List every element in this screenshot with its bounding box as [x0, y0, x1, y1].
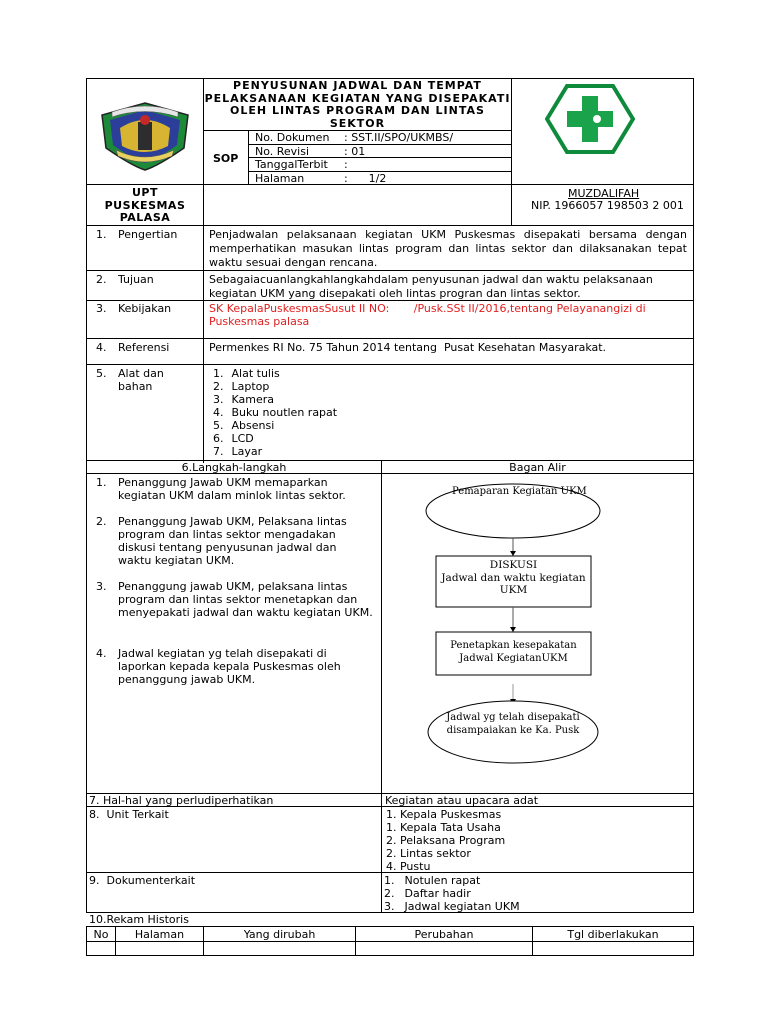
list-item: 6. LCD — [213, 432, 254, 445]
list-item: 4. Pustu — [386, 860, 431, 873]
issue-date-value: : — [344, 158, 348, 171]
history-col-halaman: Halaman — [134, 928, 185, 941]
flow-node-2-line1: DISKUSI — [489, 559, 538, 571]
step-num-4: 4. — [96, 647, 107, 660]
list-item: 1. Alat tulis — [213, 367, 280, 380]
revision-label: No. Revisi — [255, 145, 310, 158]
section-label-alat-2: bahan — [118, 380, 153, 393]
section-text-pengertian: Penjadwalan pelaksanaan kegiatan UKM Puskesmas disepakati bersama dengan memperhatikan masukan lintas program dan lintas sektor dan dilaksanakan tepat waktu sesuai dengan rencana. — [209, 228, 687, 269]
section-text-referensi: Permenkes RI No. 75 Tahun 2014 tentang Pusat Kesehatan Masyarakat. — [209, 341, 607, 354]
equipment-list — [213, 367, 337, 458]
organization-name: UPT PUSKESMAS PALASA — [104, 186, 186, 224]
related-docs-label: 9. Dokumenterkait — [89, 874, 196, 887]
doc-number-value: : SST.II/SPO/UKMBS/ — [344, 131, 454, 144]
flow-node-2-line3: UKM — [499, 584, 528, 596]
history-col-perubahan: Perubahan — [414, 928, 474, 941]
unit-label: 8. Unit Terkait — [89, 808, 169, 821]
section-num-5: 5. — [96, 367, 107, 380]
doc-number-label: No. Dokumen — [255, 131, 330, 144]
flow-node-2-line2: Jadwal dan waktu kegiatan — [441, 572, 586, 584]
list-item: 3. Jadwal kegiatan UKM — [384, 900, 520, 913]
history-col-tgl: Tgl diberlakukan — [567, 928, 659, 941]
page-label: Halaman — [255, 172, 305, 185]
regional-emblem-logo — [98, 100, 193, 172]
history-title: 10.Rekam Historis — [89, 913, 189, 926]
section-text-tujuan-1: Sebagaiacuanlangkahlangkahdalam penyusunan jadwal dan waktu pelaksanaan — [209, 273, 653, 286]
section-text-kebijakan-1: SK KepalaPuskesmasSusut II NO: /Pusk.SSt II/2016,tentang Pelayanangizi di — [209, 302, 646, 315]
section-num-3: 3. — [96, 302, 107, 315]
list-item: 2. Lintas sektor — [386, 847, 471, 860]
list-item: 1. Kepala Puskesmas — [386, 808, 502, 821]
step-num-2: 2. — [96, 515, 107, 528]
list-item: 5. Absensi — [213, 419, 275, 432]
flow-node-3-line2: Jadwal KegiatanUKM — [459, 653, 568, 664]
notes-label: 7. Hal-hal yang perludiperhatikan — [89, 794, 274, 807]
step-text-1: Penanggung Jawab UKM memaparkan kegiatan UKM dalam minlok lintas sektor. — [118, 476, 346, 502]
step-text-3: Penanggung jawab UKM, pelaksana lintas program dan lintas sektor menetapkan dan menyepakati jadwal dan waktu kegiatan UKM. — [118, 580, 373, 619]
history-col-no: No — [93, 928, 109, 941]
signer-nip: NIP. 1966057 198503 2 001 — [531, 199, 684, 212]
step-text-4: Jadwal kegiatan yg telah disepakati di laporkan kepada kepala Puskesmas oleh penanggung jawab UKM. — [118, 647, 341, 686]
flow-header: Bagan Alir — [509, 461, 566, 474]
list-item: 3. Kamera — [213, 393, 275, 406]
issue-date-label: TanggalTerbit — [255, 158, 328, 171]
sop-label: SOP — [213, 152, 239, 165]
list-item: 1. Notulen rapat — [384, 874, 481, 887]
history-col-yang-dirubah: Yang dirubah — [243, 928, 316, 941]
steps-header: 6.Langkah-langkah — [181, 461, 287, 474]
related-docs-list — [384, 874, 520, 913]
list-item: 1. Kepala Tata Usaha — [386, 821, 501, 834]
section-label-pengertian: Pengertian — [118, 228, 178, 241]
step-num-3: 3. — [96, 580, 107, 593]
revision-value: : 01 — [344, 145, 366, 158]
section-text-tujuan-2: kegiatan UKM yang disepakati oleh lintas progran dan lintas sektor. — [209, 287, 581, 300]
flow-node-4-line1: Jadwal yg telah disepakati — [446, 712, 580, 723]
document-title: PENYUSUNAN JADWAL DAN TEMPAT PELAKSANAAN KEGIATAN YANG DISEPAKATI OLEH LINTAS PROGRAM DAN LINTAS SEKTOR — [204, 79, 511, 130]
list-item: 2. Daftar hadir — [384, 887, 471, 900]
flow-node-3-line1: Penetapkan kesepakatan — [450, 640, 577, 651]
section-num-2: 2. — [96, 273, 107, 286]
page-value: : 1/2 — [344, 172, 387, 185]
list-item: 7. Layar — [213, 445, 263, 458]
step-num-1: 1. — [96, 476, 107, 489]
signer-name: MUZDALIFAH — [568, 187, 640, 200]
flowchart — [382, 474, 693, 792]
section-label-tujuan: Tujuan — [118, 273, 154, 286]
notes-value: Kegiatan atau upacara adat — [385, 794, 539, 807]
section-label-kebijakan: Kebijakan — [118, 302, 172, 315]
section-label-referensi: Referensi — [118, 341, 170, 354]
list-item: 4. Buku noutlen rapat — [213, 406, 338, 419]
flow-node-4-line2: disampaiakan ke Ka. Pusk — [446, 725, 580, 736]
section-text-kebijakan-2: Puskesmas palasa — [209, 315, 310, 328]
health-cross-logo — [545, 84, 635, 154]
section-label-alat-1: Alat dan — [118, 367, 164, 380]
flow-node-1-text: Pemaparan Kegiatan UKM — [452, 486, 587, 497]
step-text-2: Penanggung Jawab UKM, Pelaksana lintas program dan lintas sektor mengadakan diskusi tentang penyusunan jadwal dan waktu kegiatan UKM. — [118, 515, 347, 567]
section-num-1: 1. — [96, 228, 107, 241]
section-num-4: 4. — [96, 341, 107, 354]
list-item: 2. Laptop — [213, 380, 270, 393]
list-item: 2. Pelaksana Program — [386, 834, 506, 847]
unit-list — [386, 808, 505, 873]
